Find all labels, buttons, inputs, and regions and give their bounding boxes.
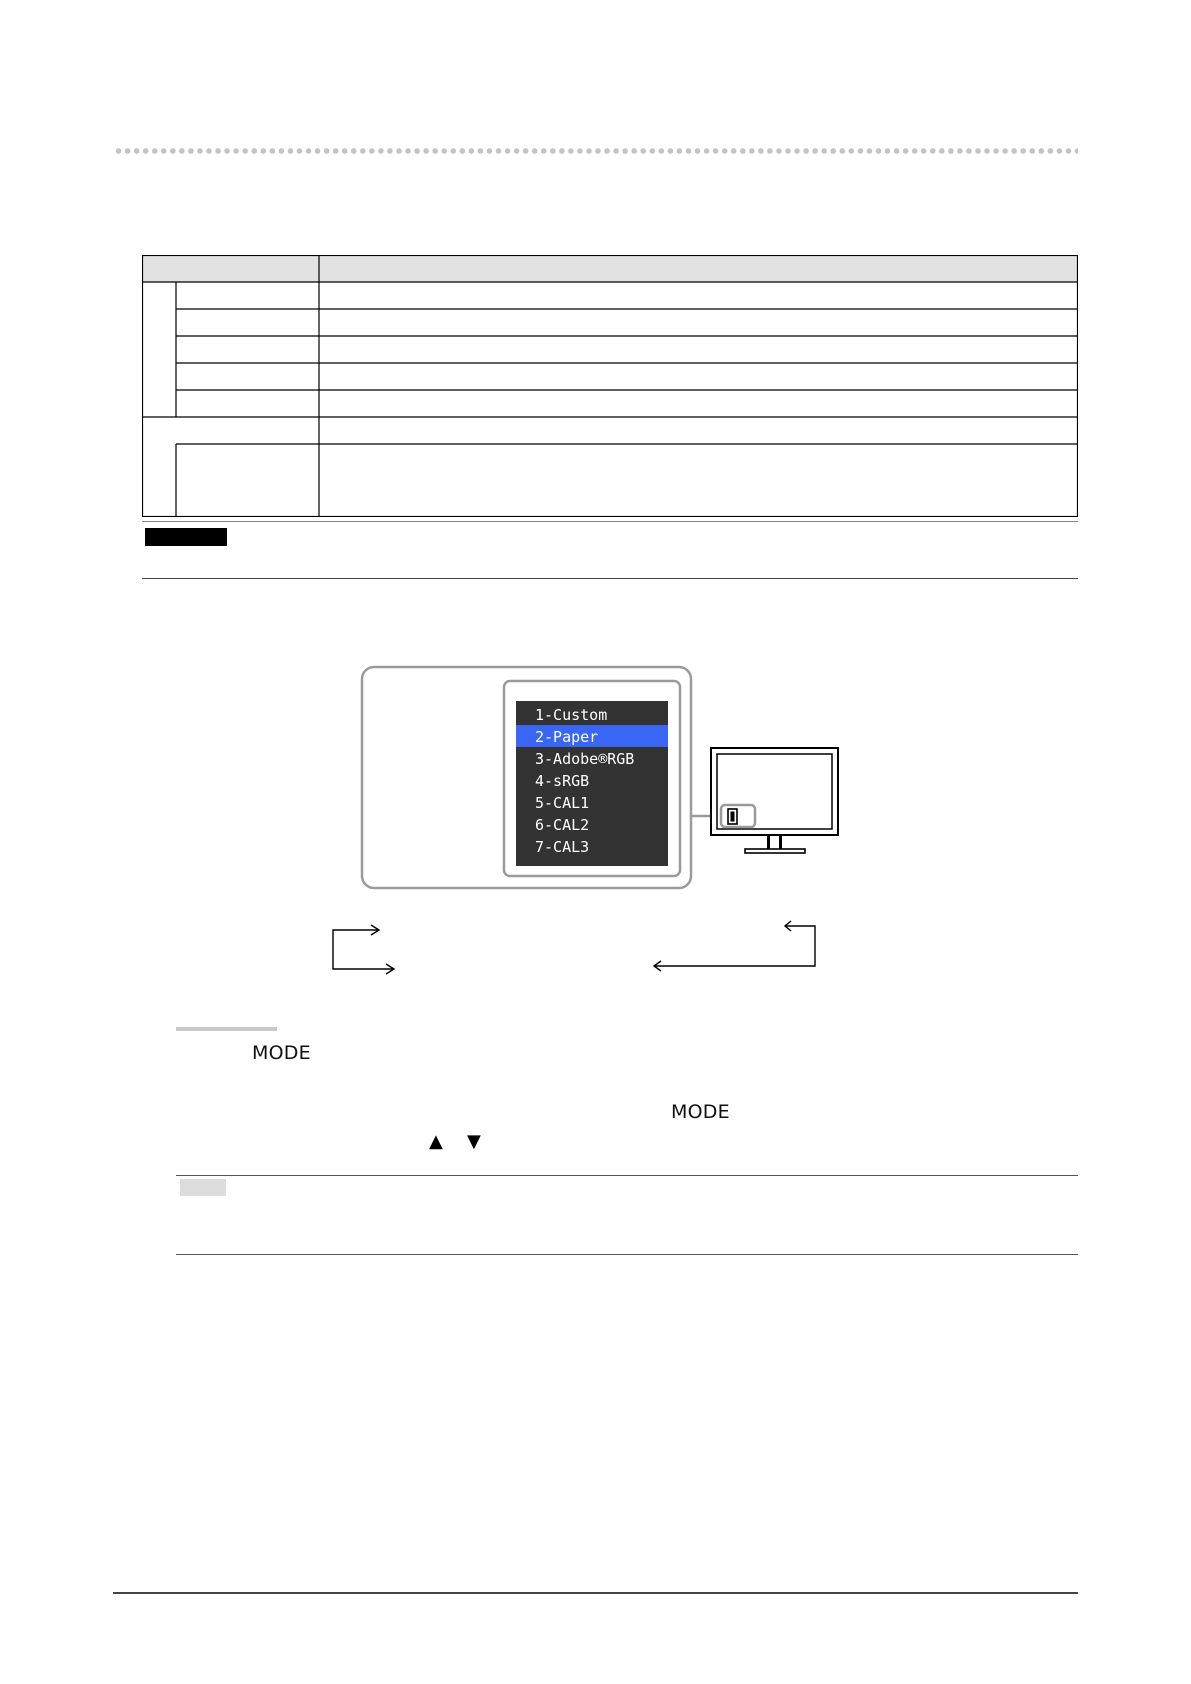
mode-key-label: MODE — [671, 1101, 730, 1123]
mode-menu-illustration — [355, 660, 855, 896]
cycle-arrow-icon — [330, 918, 840, 978]
osd-window-icon-inner — [731, 812, 735, 822]
footer-rule — [113, 1592, 1078, 1594]
procedure-heading-rule — [176, 1027, 277, 1031]
menu-item[interactable]: 4-sRGB — [535, 772, 590, 790]
mode-key-label: MODE — [252, 1042, 311, 1064]
menu-item[interactable]: 3-Adobe®RGB — [535, 750, 635, 768]
down-arrow-icon: ▼ — [467, 1131, 481, 1152]
table-header-row — [143, 256, 1078, 282]
menu-item[interactable]: 7-CAL3 — [535, 838, 590, 856]
menu-position-marker — [721, 805, 755, 827]
table-border — [143, 256, 1078, 517]
menu-item[interactable]: 2-Paper — [535, 728, 599, 746]
menu-item[interactable]: 5-CAL1 — [535, 794, 590, 812]
up-arrow-icon: ▲ — [429, 1131, 443, 1152]
menu-item[interactable]: 6-CAL2 — [535, 816, 590, 834]
caution-top-rule — [142, 521, 1078, 522]
note-top-rule — [176, 1175, 1078, 1176]
mode-table — [142, 255, 1078, 517]
note-bottom-rule — [176, 1254, 1078, 1255]
monitor-icon — [711, 748, 838, 853]
caution-bottom-rule — [142, 578, 1078, 579]
dotted-section-rule — [114, 148, 1078, 154]
caution-badge — [145, 528, 227, 546]
mode-table-grid — [142, 255, 1078, 517]
mode-cycle-diagram — [330, 918, 840, 978]
note-badge — [180, 1179, 226, 1196]
menu-item[interactable]: 1-Custom — [535, 706, 608, 724]
illustration-canvas — [355, 660, 855, 896]
